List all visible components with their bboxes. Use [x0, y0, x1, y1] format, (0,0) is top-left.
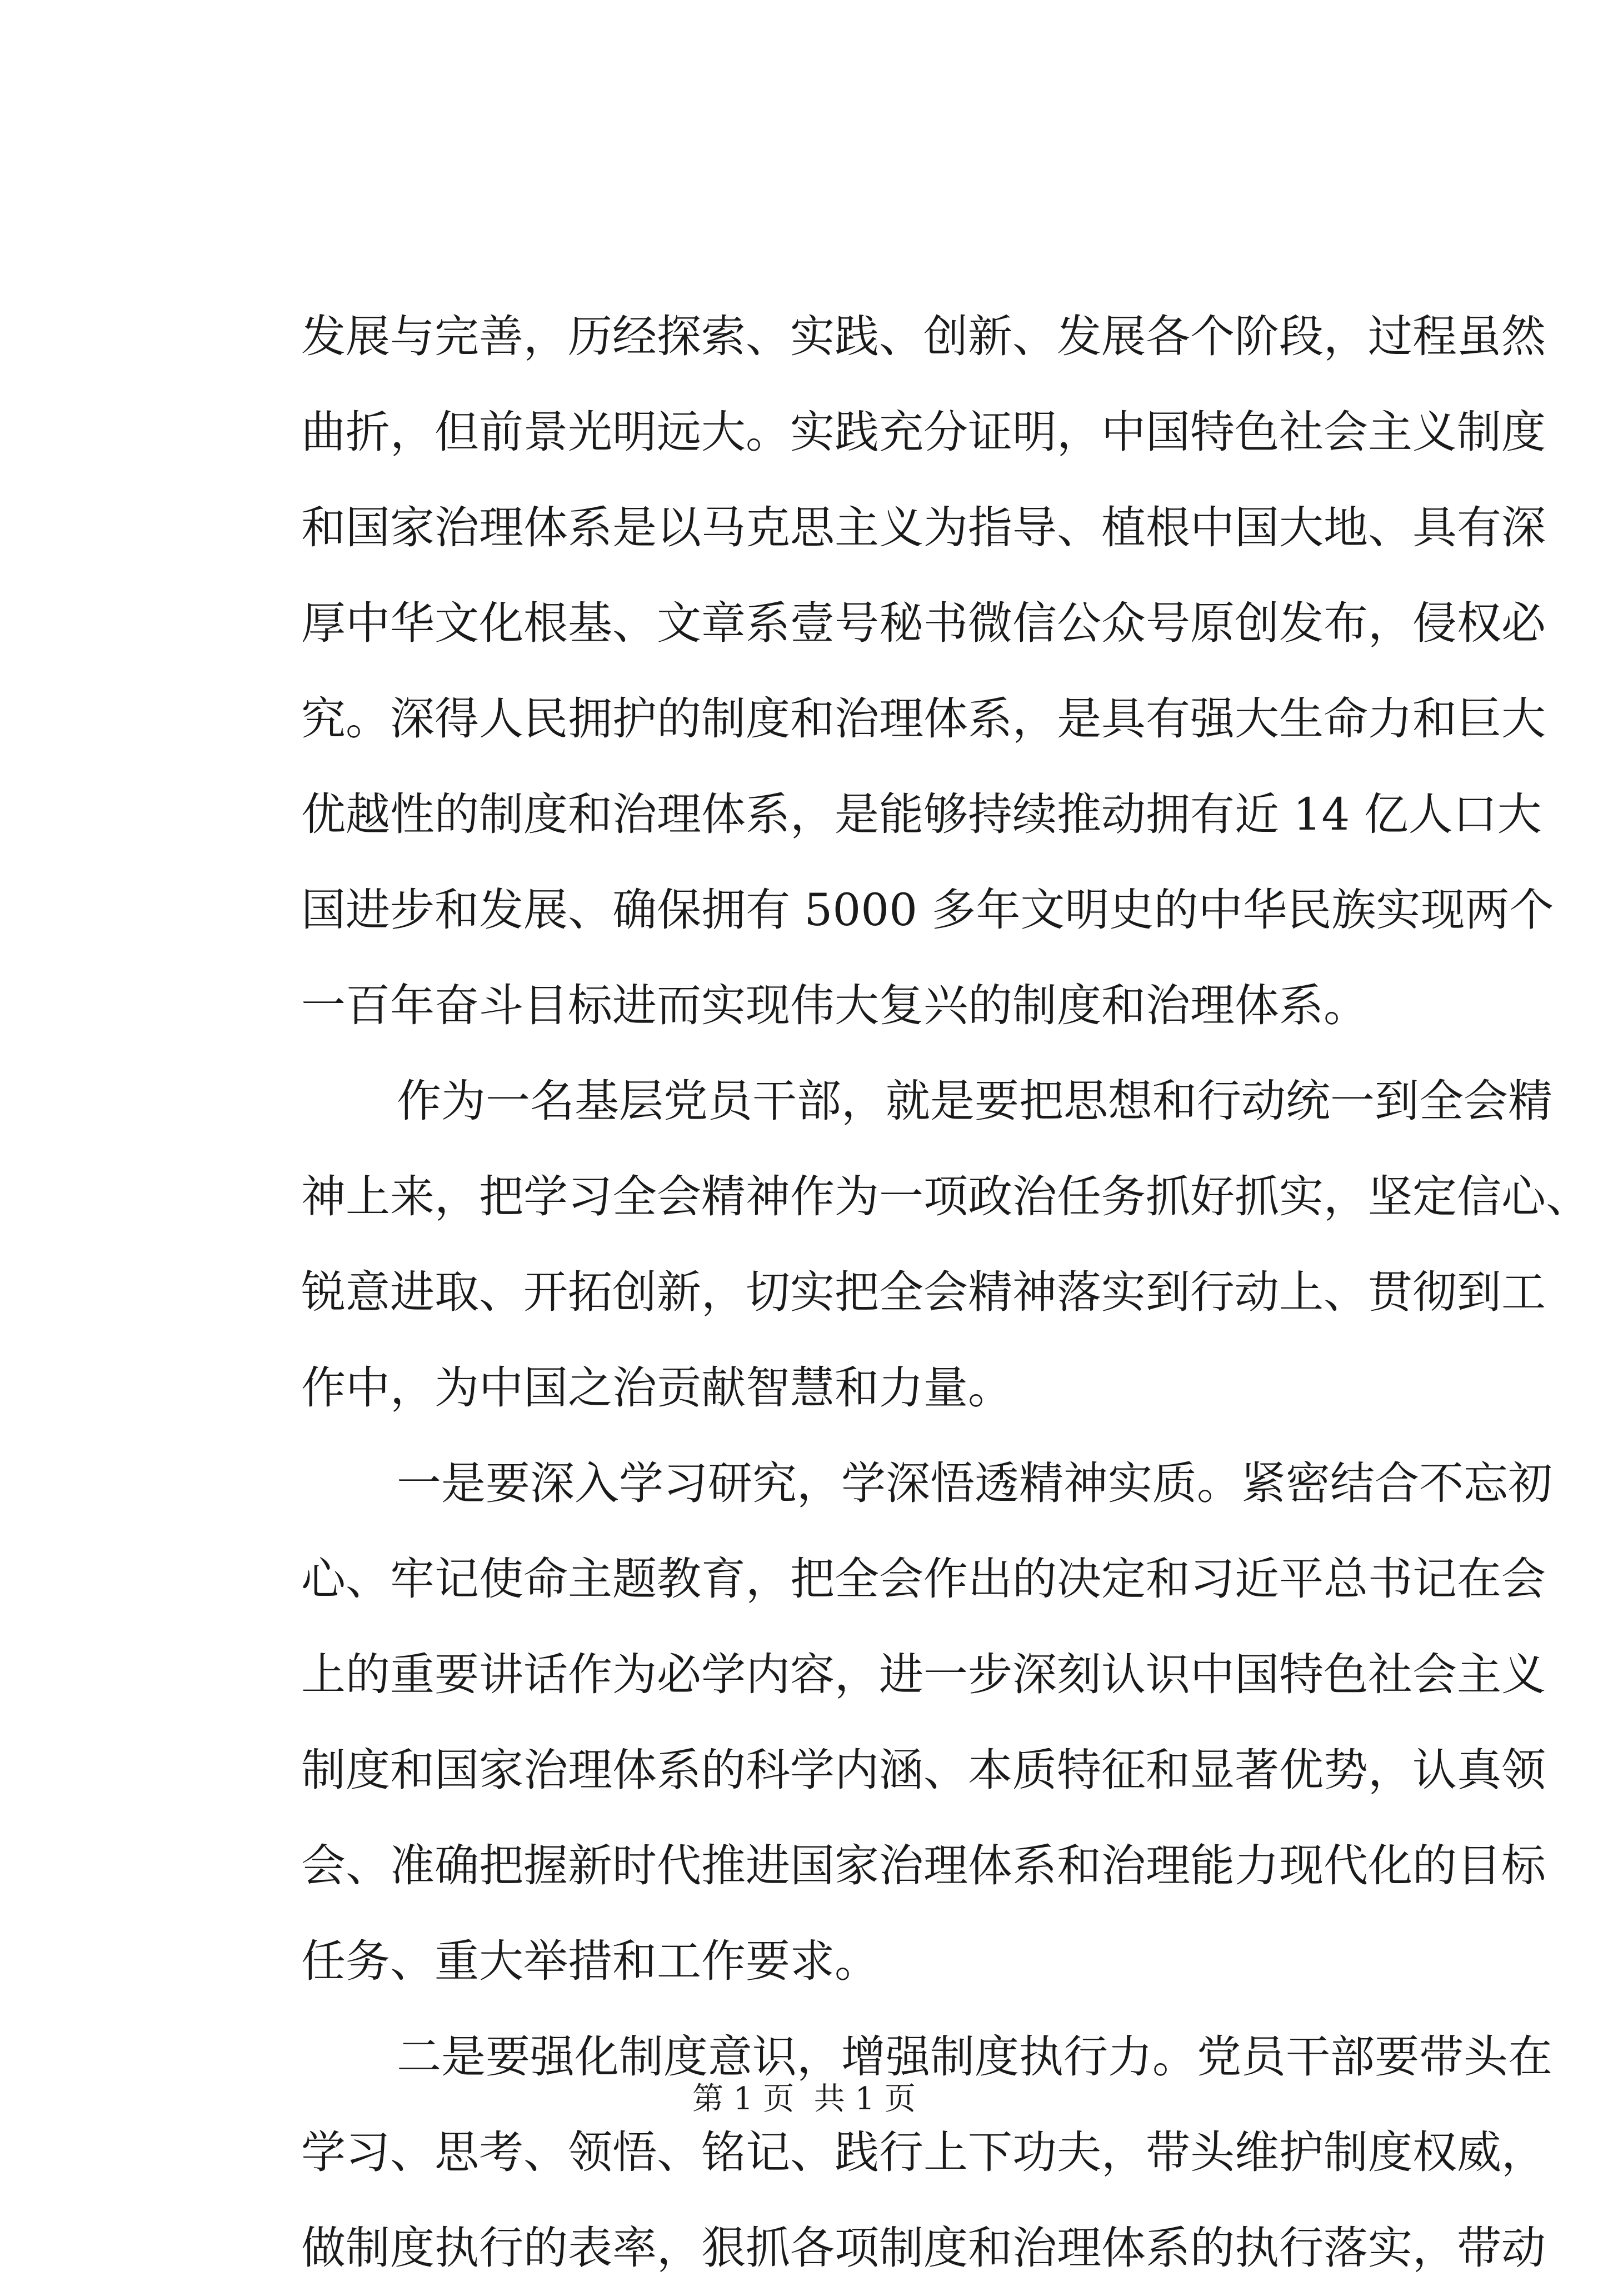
- text-line: 学习、思考、领悟、铭记、践行上下功夫，带头维护制度权威，: [301, 2127, 1546, 2178]
- text-line: 神上来，把学习全会精神作为一项政治任务抓好抓实，坚定信心、: [301, 1171, 1590, 1222]
- text-line: 究。深得人民拥护的制度和治理体系，是具有强大生命力和巨大: [301, 693, 1546, 745]
- text-line: 上的重要讲话作为必学内容，进一步深刻认识中国特色社会主义: [301, 1649, 1546, 1700]
- text-line: 会、准确把握新时代推进国家治理体系和治理能力现代化的目标: [301, 1840, 1546, 1891]
- text-line: 国进步和发展、确保拥有 5000 多年文明史的中华民族实现两个: [301, 884, 1554, 936]
- text-line: 优越性的制度和治理体系，是能够持续推动拥有近 14 亿人口大: [301, 788, 1542, 840]
- text-line: 作为一名基层党员干部，就是要把思想和行动统一到全会精: [397, 1075, 1552, 1127]
- text-line: 曲折，但前景光明远大。实践充分证明，中国特色社会主义制度: [301, 406, 1546, 458]
- text-line: 做制度执行的表率，狠抓各项制度和治理体系的执行落实，带动: [301, 2222, 1546, 2274]
- text-line: 厚中华文化根基、文章系壹号秘书微信公众号原创发布，侵权必: [301, 597, 1546, 649]
- text-line: 和国家治理体系是以马克思主义为指导、植根中国大地、具有深: [301, 502, 1546, 553]
- text-line: 制度和国家治理体系的科学内涵、本质特征和显著优势，认真领: [301, 1744, 1546, 1796]
- text-line: 一百年奋斗目标进而实现伟大复兴的制度和治理体系。: [301, 980, 1368, 1031]
- text-line: 锐意进取、开拓创新，切实把全会精神落实到行动上、贯彻到工: [301, 1266, 1546, 1318]
- page-footer: [0, 2077, 1608, 2122]
- document-body: [301, 289, 1590, 2296]
- text-line: 二是要强化制度意识，增强制度执行力。党员干部要带头在: [397, 2031, 1552, 2083]
- page-number-label: 第 1 页 共 1 页: [692, 2081, 916, 2117]
- text-line: 作中，为中国之治贡献智慧和力量。: [301, 1362, 1012, 1414]
- text-line: 任务、重大举措和工作要求。: [301, 1935, 879, 1987]
- text-line: 心、牢记使命主题教育，把全会作出的决定和习近平总书记在会: [301, 1553, 1546, 1605]
- text-line: 发展与完善，历经探索、实践、创新、发展各个阶段，过程虽然: [301, 311, 1546, 362]
- text-line: 一是要深入学习研究，学深悟透精神实质。紧密结合不忘初: [397, 1458, 1552, 1509]
